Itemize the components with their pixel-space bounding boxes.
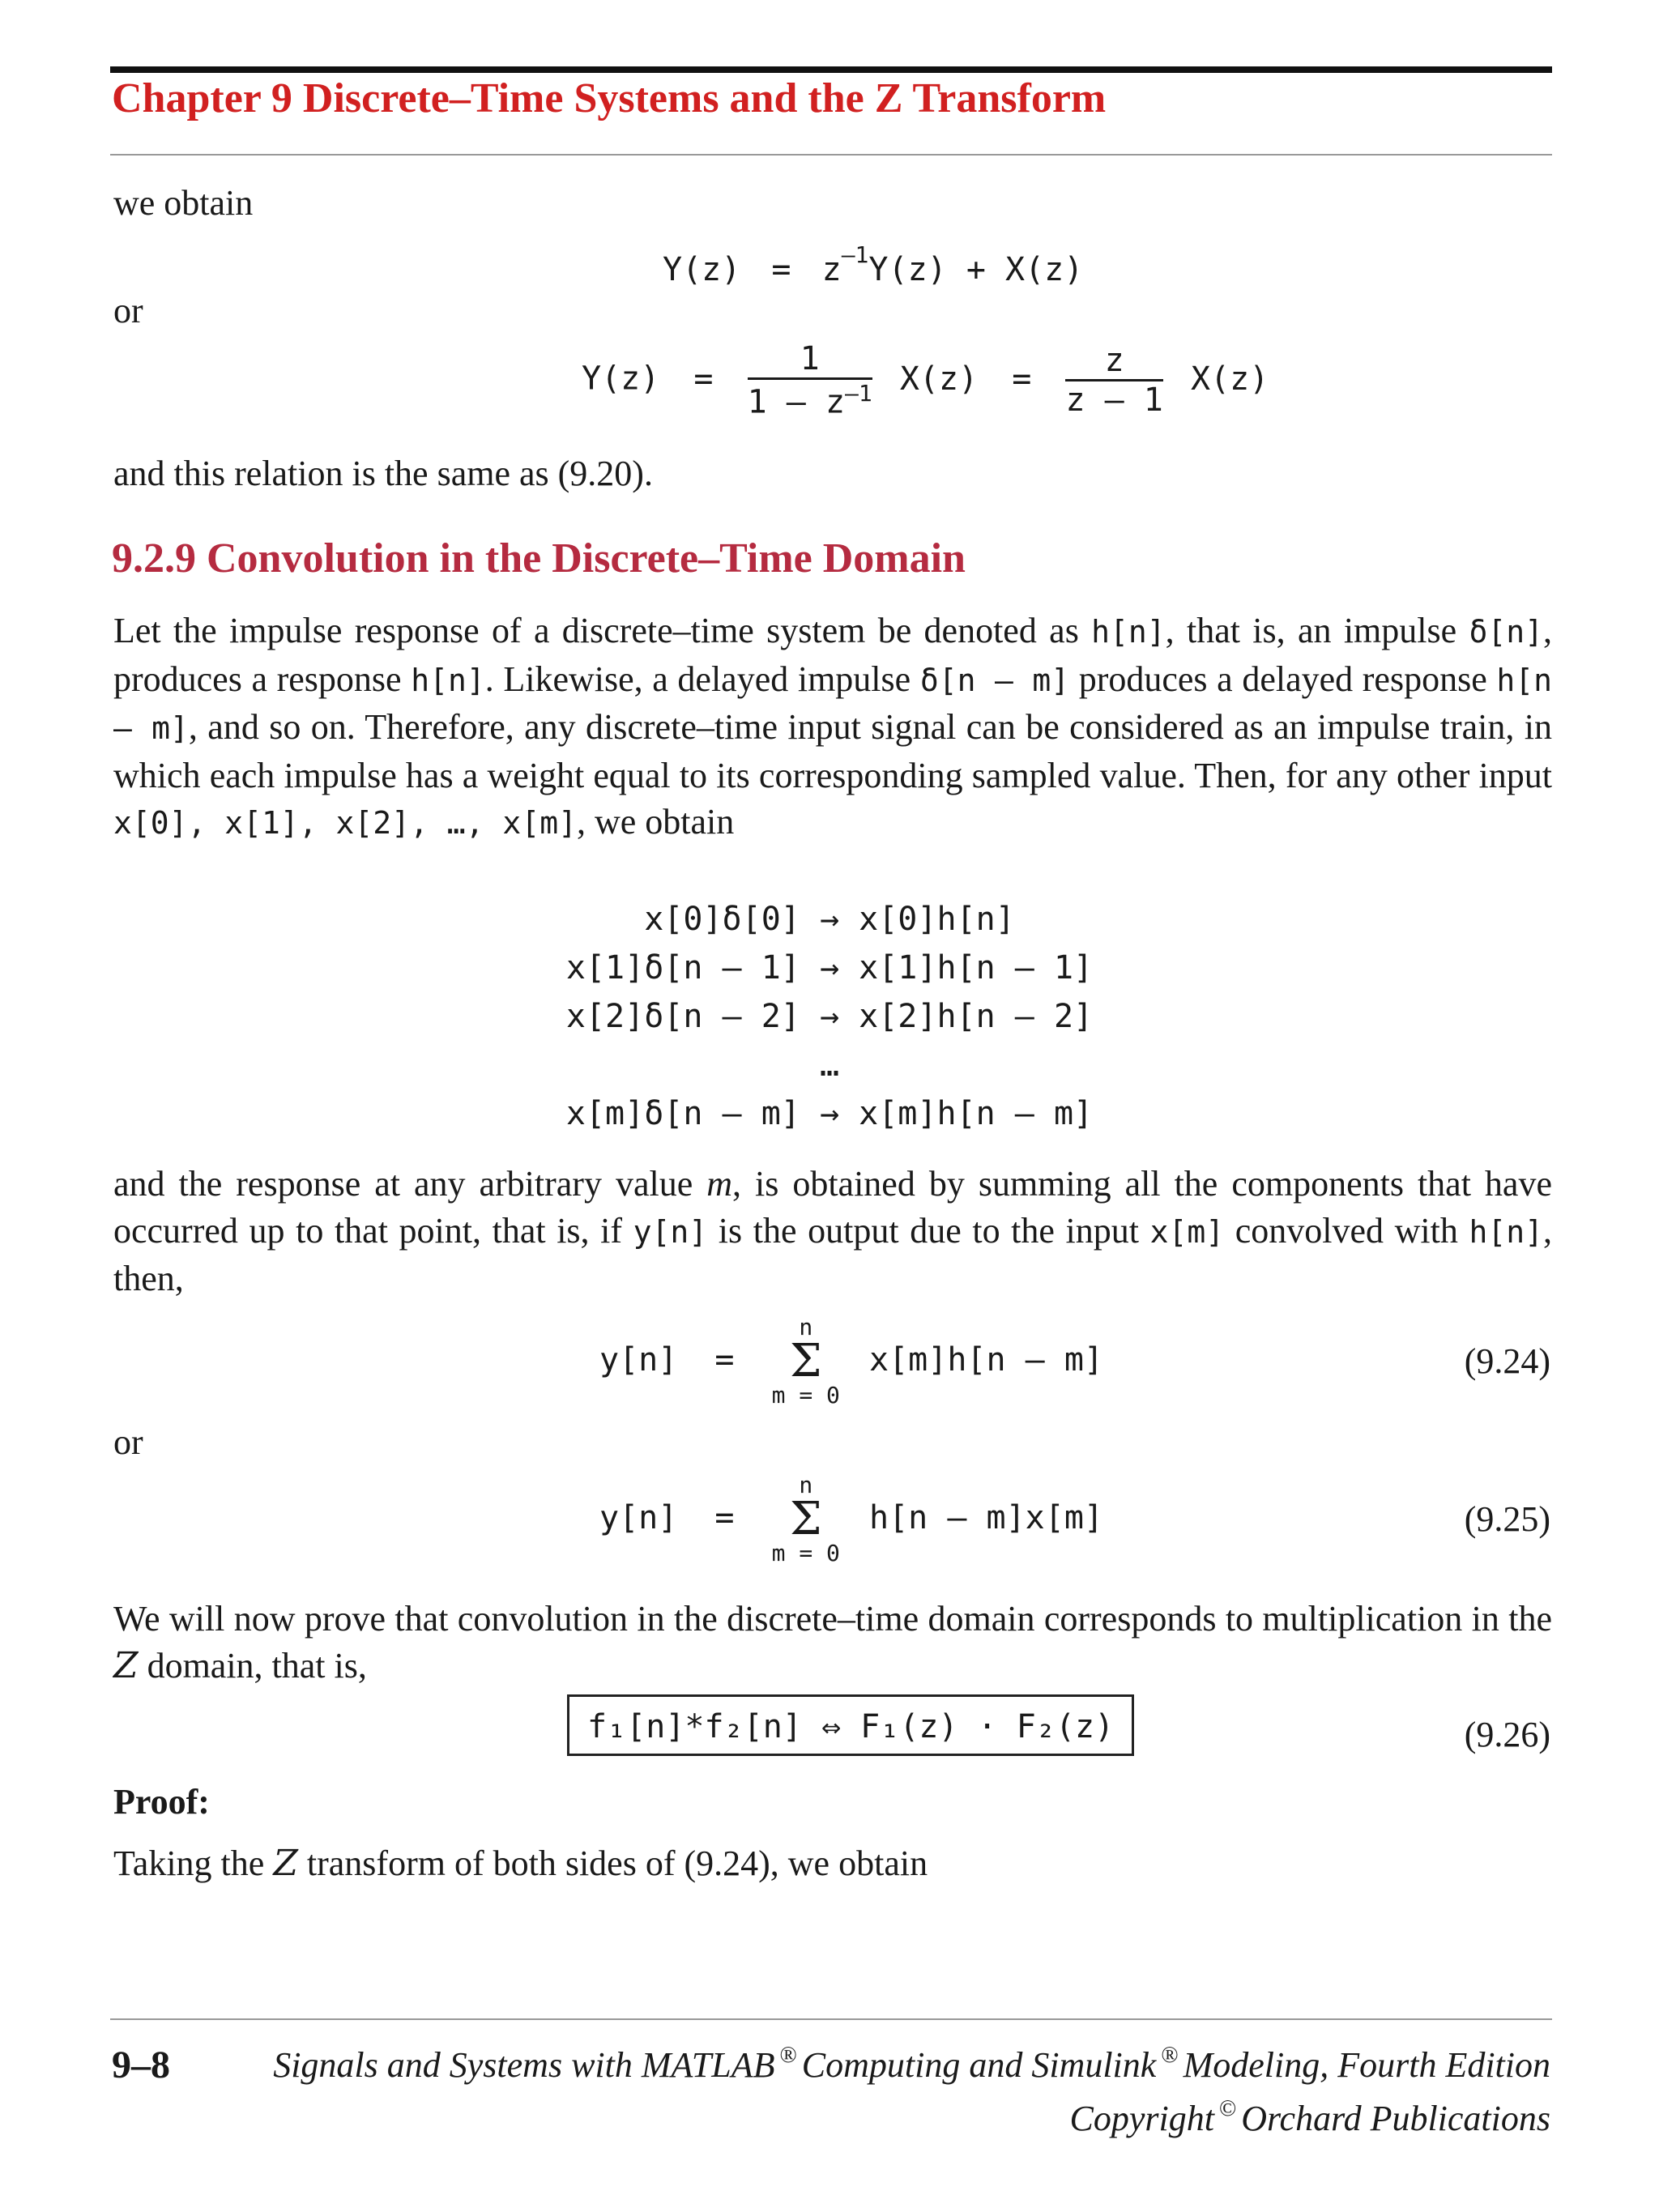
eq24-lhs: y[n] (599, 1341, 678, 1379)
math-inline: δ[n – m] (919, 662, 1070, 698)
fraction-1-denominator (748, 380, 872, 420)
math-inline: δ[n] (1469, 614, 1543, 650)
impulse-line-2: x[2]δ[n – 2] → x[2]h[n – 2] (565, 998, 1094, 1035)
we-obtain-text: we obtain (113, 183, 254, 223)
or-text-1: or (113, 291, 143, 330)
impulse-line-ellipsis: … (819, 1046, 840, 1084)
footer-book-part-a: Signals and Systems with MATLAB (273, 2045, 775, 2085)
equation-transfer (582, 340, 1269, 420)
z-transform-symbol: Z (273, 1843, 298, 1884)
eq2-end: X(z) (1190, 360, 1269, 398)
z-transform-symbol: Z (113, 1644, 139, 1686)
text-run: convolved with (1224, 1210, 1469, 1251)
paragraph-impulse-response (113, 607, 1552, 847)
or-text-2: or (113, 1422, 143, 1462)
text-run: Taking the (113, 1843, 274, 1883)
eq2-lhs: Y(z) (582, 360, 660, 398)
section-heading: 9.2.9 Convolution in the Discrete–Time Domain (112, 535, 966, 582)
impulse-list (0, 895, 1659, 1138)
text-run: produces a delayed response (1069, 658, 1497, 699)
equation-number-9-26: (9.26) (1464, 1715, 1550, 1754)
fraction-2 (1065, 342, 1162, 419)
math-inline: y[n] (633, 1213, 708, 1250)
text-run: is the output due to the input (707, 1210, 1150, 1251)
header-divider (110, 154, 1552, 156)
eq26-text: f₁[n]*f₂[n] ⇔ F₁(z) · F₂(z) (587, 1708, 1115, 1745)
equation-number-9-25: (9.25) (1464, 1499, 1550, 1539)
eq2-equals: = (693, 360, 714, 398)
equation-y-z (663, 241, 1083, 288)
footer-book-part-c: Modeling, Fourth Edition (1183, 2045, 1550, 2085)
eq24-sigma: Σ (789, 1335, 822, 1387)
page-number: 9–8 (112, 2044, 170, 2086)
impulse-line-1: x[1]δ[n – 1] → x[1]h[n – 1] (565, 949, 1094, 987)
text-run: , produces a response (113, 611, 1552, 699)
fraction-1-den-base: 1 – z (747, 383, 846, 421)
text-run: We will now prove that convolution in the discrete–time domain corresponds to multiplication in the (113, 1599, 1552, 1639)
eq25-lower-limit: m = 0 (771, 1540, 840, 1566)
eq1-exponent: –1 (841, 241, 869, 268)
footer-copyright-symbol: © (1219, 2096, 1237, 2121)
impulse-line-m: x[m]δ[n – m] → x[m]h[n – m] (565, 1095, 1094, 1132)
impulse-line-0: x[0]δ[0] → x[0]h[n] (644, 901, 1015, 938)
fraction-2-numerator: z (1065, 342, 1162, 381)
eq1-equals: = (771, 251, 791, 288)
footer-registered-1: ® (779, 2043, 797, 2068)
eq25-sigma: Σ (789, 1493, 822, 1545)
equation-9-24 (599, 1316, 1103, 1407)
math-inline: h[n] (1469, 1213, 1544, 1250)
equation-9-25 (599, 1474, 1103, 1565)
footer-copyright-b: Orchard Publications (1241, 2099, 1550, 2138)
footer-book-title (273, 2043, 1550, 2086)
footer-registered-2: ® (1161, 2043, 1179, 2068)
eq24-lower-limit: m = 0 (771, 1382, 840, 1409)
text-run: , that is, an impulse (1165, 611, 1469, 650)
eq25-body: h[n – m]x[m] (869, 1499, 1103, 1536)
paragraph-taking-transform (113, 1840, 1552, 1887)
math-inline: h[n] (411, 662, 485, 698)
eq2-equals-2: = (1012, 360, 1032, 398)
math-inline: h[n – m] (113, 662, 1552, 746)
equation-number-9-24: (9.24) (1464, 1341, 1550, 1381)
footer-copyright (1070, 2096, 1550, 2139)
text-run: , is obtained by summing all the components that have occurred up to that point, that is, if (113, 1164, 1552, 1251)
math-inline: h[n] (1091, 614, 1166, 650)
footer-copyright-a: Copyright (1069, 2099, 1214, 2138)
math-inline: x[m] (1149, 1213, 1225, 1250)
eq25-equals: = (714, 1499, 735, 1536)
proof-heading: Proof: (113, 1782, 210, 1822)
paragraph-response-sum (113, 1161, 1552, 1302)
eq1-rhs-z: z (821, 251, 842, 288)
eq25-lhs: y[n] (599, 1499, 678, 1536)
text-run: . Likewise, a delayed impulse (484, 658, 920, 699)
eq1-rhs-rest: Y(z) + X(z) (868, 251, 1084, 288)
math-inline: x[0], x[1], x[2], …, x[m] (113, 805, 577, 841)
italic-variable: m (706, 1164, 732, 1204)
chapter-title: Chapter 9 Discrete–Time Systems and the Z Transform (112, 75, 1107, 121)
text-run: , we obtain (576, 802, 735, 842)
eq25-summation (772, 1474, 840, 1565)
footer-book-part-b: Computing and Simulink (801, 2045, 1157, 2085)
text-run: and the response at any arbitrary value (113, 1164, 707, 1204)
eq24-body: x[m]h[n – m] (869, 1341, 1103, 1379)
footer-divider (110, 2018, 1552, 2020)
text-run: domain, that is, (138, 1645, 367, 1686)
fraction-1-numerator: 1 (748, 340, 872, 380)
eq2-mid: X(z) (899, 360, 979, 398)
equation-9-26-box (567, 1694, 1134, 1756)
eq24-summation (772, 1316, 840, 1407)
fraction-1-den-exp: –1 (845, 380, 872, 407)
text-run: , and so on. Therefore, any discrete–time input signal can be considered as an impulse train, in which each impulse has a weight equal to its corresponding sampled value. Then, for any other input (113, 707, 1552, 795)
fraction-1 (748, 340, 872, 420)
eq24-equals: = (714, 1341, 735, 1379)
relation-text: and this relation is the same as (9.20). (113, 454, 653, 493)
text-run: transform of both sides of (9.24), we obtain (297, 1843, 928, 1883)
header-rule (110, 66, 1552, 73)
paragraph-convolution-proof-intro (113, 1596, 1552, 1689)
text-run: , then, (113, 1210, 1553, 1298)
eq24-upper-limit: n (799, 1314, 813, 1340)
fraction-2-denominator: z – 1 (1065, 381, 1163, 420)
eq1-lhs: Y(z) (663, 251, 741, 288)
text-run: Let the impulse response of a discrete–time system be denoted as (113, 611, 1092, 650)
eq25-upper-limit: n (799, 1472, 813, 1498)
